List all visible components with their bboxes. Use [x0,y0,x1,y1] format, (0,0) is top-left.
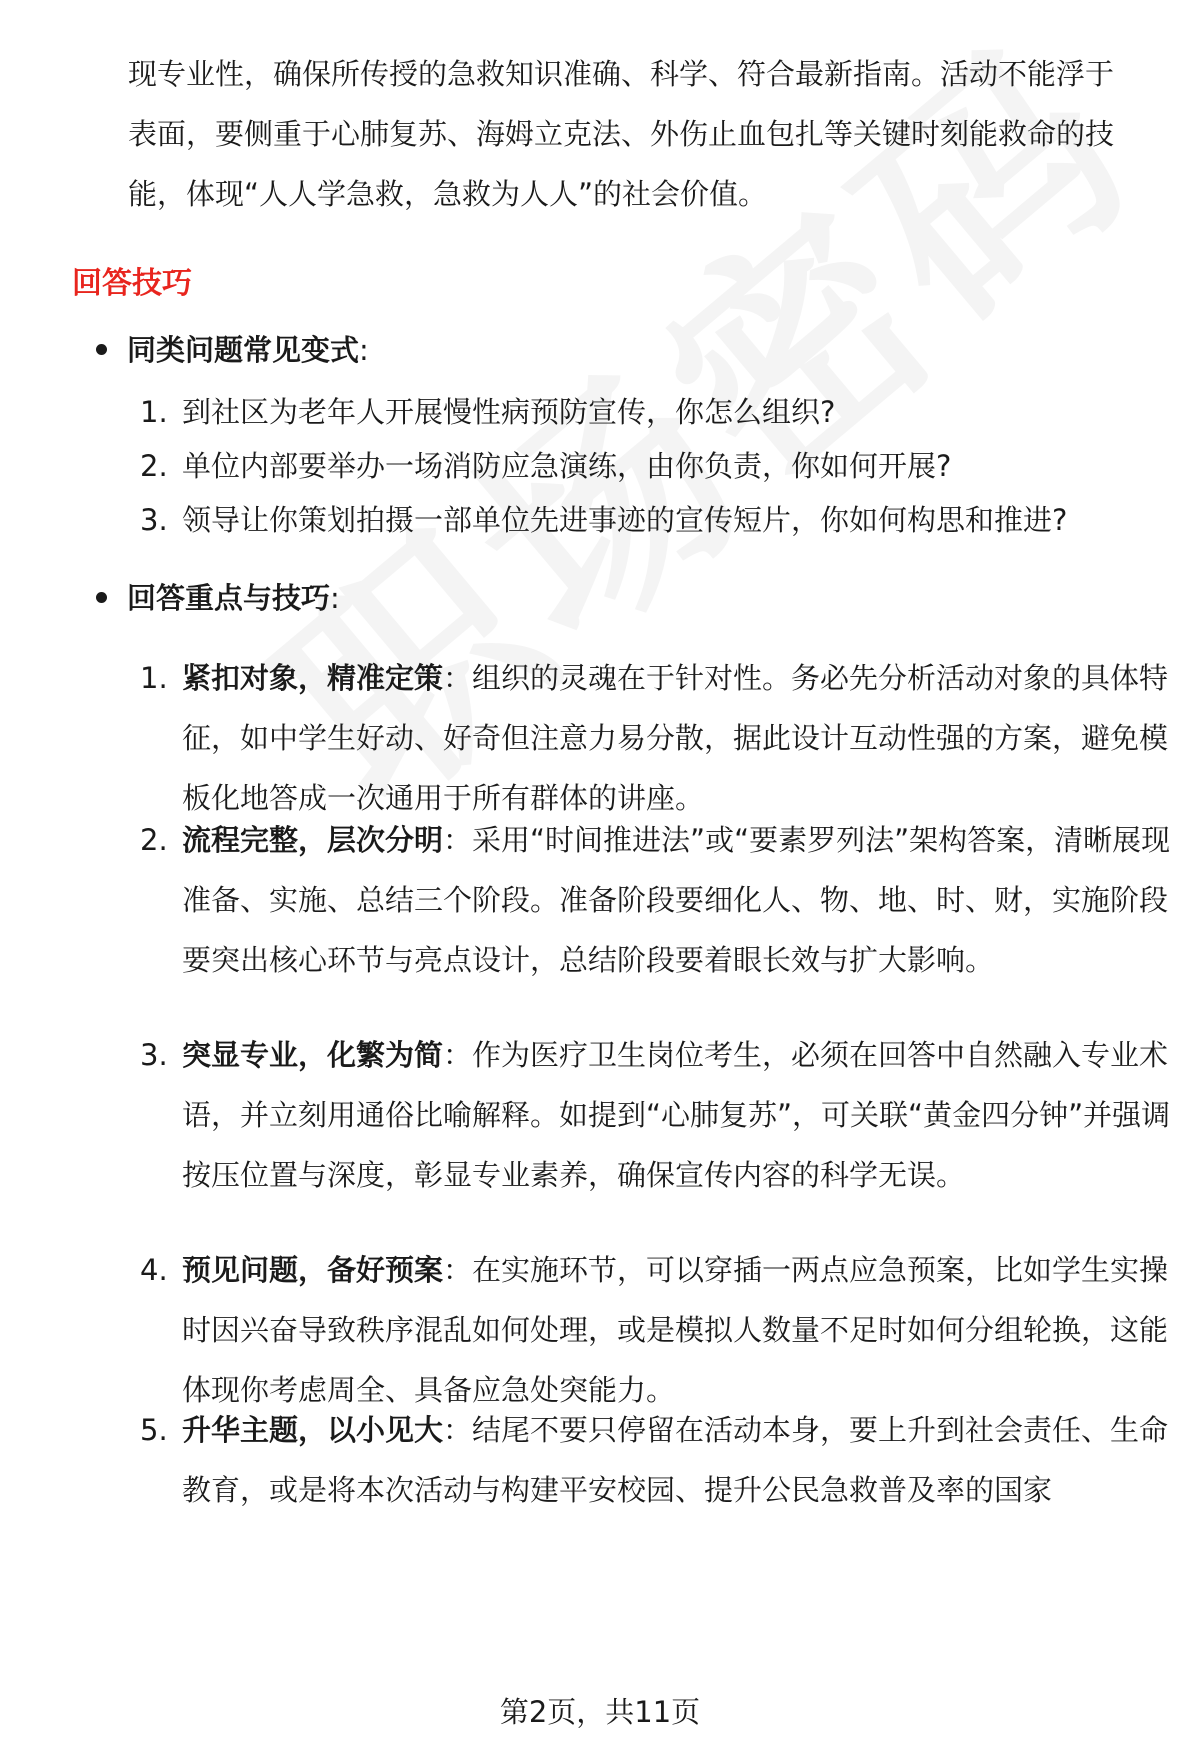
bullet-variants: 同类问题常见变式: [96,330,369,370]
bullet-title: 回答重点与技巧 [127,581,331,615]
bullet-dot-icon [96,344,107,355]
intro-paragraph: 现专业性，确保所传授的急救知识准确、科学、符合最新指南。活动不能浮于表面，要侧重于心肺复苏、海姆立克法、外伤止血包扎等关键时刻能救命的技能，体现“人人学急救，急救为人人”的社会价值。 [128,57,1115,211]
section-heading: 回答技巧 [72,266,192,301]
bullet-title: 同类问题常见变式 [127,333,360,367]
bullet-tips: 回答重点与技巧: [96,578,340,618]
page-footer: 第2页，共11页 [499,1695,701,1729]
bullet-dot-icon [96,592,107,603]
